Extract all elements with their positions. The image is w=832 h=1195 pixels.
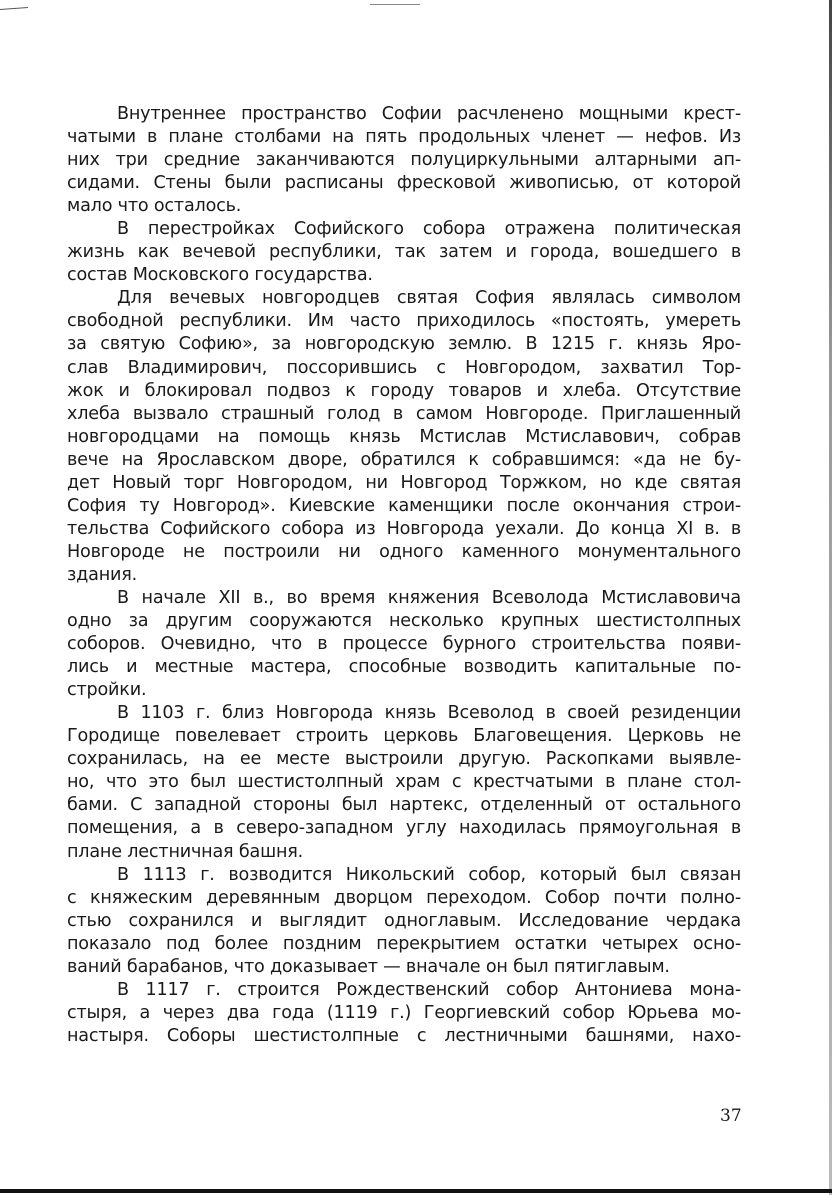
text-line: жок и блокировал подвоз к городу товаров и хлеба. Отсутствие bbox=[67, 380, 741, 401]
text-line: жизнь как вечевой республики, так затем и города, вошедшего в bbox=[67, 242, 741, 263]
text-line: новгородцами на помощь князь Мстислав Мстиславович, собрав bbox=[67, 426, 741, 447]
text-line: слав Владимирович, поссорившись с Новгородом, захватил Тор- bbox=[67, 357, 741, 378]
text-line: настыря. Соборы шестистолпные с лестничными башнями, нахо- bbox=[67, 1025, 741, 1046]
text-line: состав Московского государства. bbox=[67, 265, 373, 286]
text-line: здания. bbox=[67, 564, 138, 585]
text-line: с княжеским деревянным дворцом переходом. Собор почти полно- bbox=[67, 887, 741, 908]
text-line: стройки. bbox=[67, 680, 147, 701]
paragraph bbox=[67, 218, 741, 287]
paragraph bbox=[67, 979, 741, 1048]
text-line: В начале XII в., во время княжения Всеволода Мстиславовича bbox=[117, 587, 741, 608]
text-line: стью сохранился и выглядит одноглавым. Исследование чердака bbox=[67, 910, 741, 931]
paragraph bbox=[67, 587, 741, 702]
text-line: Новгороде не построили ни одного каменного монументального bbox=[67, 541, 741, 562]
text-line: них три средние заканчиваются полуциркульными алтарными ап- bbox=[67, 150, 741, 171]
paragraph bbox=[67, 103, 741, 218]
paragraph bbox=[67, 287, 741, 587]
text-line: тельства Софийского собора из Новгорода уехали. До конца XI в. в bbox=[67, 518, 741, 539]
text-line: В 1117 г. строится Рождественский собор Антониева мона- bbox=[117, 979, 741, 1000]
text-line: лись и местные мастера, способные возводить капитальные по- bbox=[67, 657, 741, 678]
text-line: сидами. Стены были расписаны фресковой живописью, от которой bbox=[67, 173, 741, 194]
text-line: Внутреннее пространство Софии расчленено мощными крест- bbox=[117, 104, 741, 124]
page-number: 37 bbox=[720, 1106, 742, 1126]
text-line: В перестройках Софийского собора отражена политическая bbox=[117, 219, 741, 240]
text-line: помещения, а в северо-западном углу находилась прямоугольная в bbox=[67, 818, 741, 839]
text-line: соборов. Очевидно, что в процессе бурного строительства появи- bbox=[67, 634, 741, 655]
text-line: В 1103 г. близ Новгорода князь Всеволод в своей резиденции bbox=[117, 703, 741, 724]
text-line: свободной республики. Им часто приходилось «постоять, умереть bbox=[67, 311, 741, 332]
text-line: одно за другим сооружаются несколько крупных шестистолпных bbox=[67, 611, 741, 632]
text-line: Городище повелевает строить церковь Благовещения. Церковь не bbox=[67, 726, 741, 747]
scan-edge-bottom bbox=[0, 1189, 832, 1193]
text-line: бами. С западной стороны был нартекс, отделенный от остального bbox=[67, 795, 741, 816]
text-line: показало под более поздним перекрытием остатки четырех осно- bbox=[67, 933, 741, 954]
paragraph bbox=[67, 702, 741, 863]
text-line: за святую Софию», за новгородскую землю. В 1215 г. князь Яро- bbox=[67, 334, 741, 355]
text-line: плане лестничная башня. bbox=[67, 841, 304, 862]
text-line: ваний барабанов, что доказывает — вначале он был пятиглавым. bbox=[67, 956, 670, 977]
scan-artifact-top bbox=[370, 4, 420, 5]
text-line: стыря, а через два года (1119 г.) Георгиевский собор Юрьева мо- bbox=[67, 1002, 741, 1023]
text-line: вече на Ярославском дворе, обратился к собравшимся: «да не бу- bbox=[67, 449, 741, 470]
text-line: В 1113 г. возводится Никольский собор, который был связан bbox=[117, 864, 741, 885]
scan-artifact-top-left bbox=[0, 7, 28, 10]
text-line: дет Новый торг Новгородом, ни Новгород Торжком, но кде святая bbox=[67, 472, 741, 493]
text-line: хлеба вызвало страшный голод в самом Новгороде. Приглашенный bbox=[67, 403, 741, 424]
text-line: Для вечевых новгородцев святая София являлась символом bbox=[117, 288, 741, 309]
body-text bbox=[67, 103, 741, 1048]
text-line: сохранилась, на ее месте выстроили другую. Раскопками выявле- bbox=[67, 749, 741, 770]
text-line: но, что это был шестистолпный храм с крестчатыми в плане стол- bbox=[67, 772, 741, 793]
text-line: чатыми в плане столбами на пять продольных членет — нефов. Из bbox=[67, 127, 741, 148]
text-line: София ту Новгород». Киевские каменщики после окончания строи- bbox=[67, 495, 741, 516]
text-line: мало что осталось. bbox=[67, 196, 242, 217]
paragraph bbox=[67, 864, 741, 979]
